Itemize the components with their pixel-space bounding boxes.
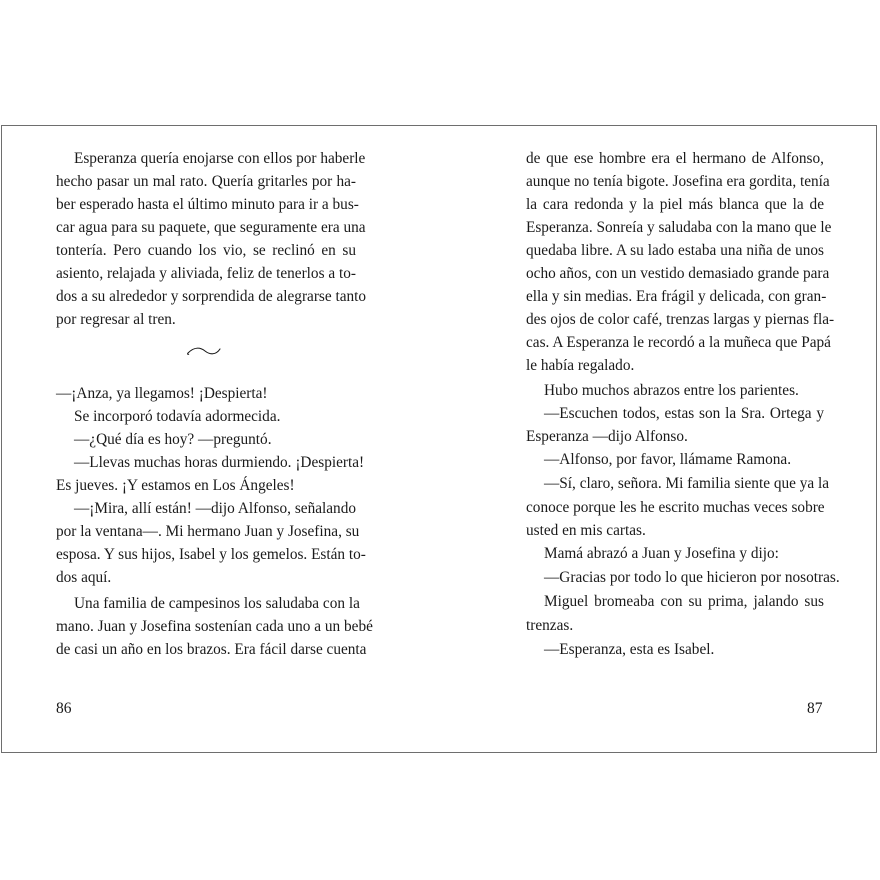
page-number: 86 xyxy=(56,700,72,717)
text-line: Es jueves. ¡Y estamos en Los Ángeles! xyxy=(56,477,295,494)
left-page xyxy=(2,126,440,752)
text-line: —¿Qué día es hoy? —preguntó. xyxy=(74,431,272,448)
text-line: Una familia de campesinos los saludaba con la xyxy=(74,595,360,612)
text-line: conoce porque les he escrito muchas veces sobre xyxy=(526,499,825,516)
text-line: Se incorporó todavía adormecida. xyxy=(74,408,281,425)
text-line: Hubo muchos abrazos entre los parientes. xyxy=(544,382,799,399)
text-line: aunque no tenía bigote. Josefina era gordita, tenía xyxy=(526,173,830,190)
text-line: —¡Anza, ya llegamos! ¡Despierta! xyxy=(56,385,268,402)
text-line: asiento, relajada y aliviada, feliz de tenerlos a to- xyxy=(56,265,356,282)
text-line: esposa. Y sus hijos, Isabel y los gemelos. Están to- xyxy=(56,546,366,563)
text-line: Mamá abrazó a Juan y Josefina y dijo: xyxy=(544,545,779,562)
text-line: ocho años, con un vestido demasiado grande para xyxy=(526,265,830,282)
text-line: des ojos de color café, trenzas largas y piernas fla- xyxy=(526,311,835,328)
text-line: Miguel bromeaba con su prima, jalando sus xyxy=(544,593,824,610)
text-line: cas. A Esperanza le recordó a la muñeca que Papá xyxy=(526,334,831,351)
text-line: dos aquí. xyxy=(56,569,112,586)
swash-ornament-icon xyxy=(186,344,222,358)
text-line: usted en mis cartas. xyxy=(526,522,646,539)
text-line: Esperanza —dijo Alfonso. xyxy=(526,428,688,445)
text-line: trenzas. xyxy=(526,617,574,634)
text-line: —¡Mira, allí están! —dijo Alfonso, señalando xyxy=(74,500,356,517)
text-line: le había regalado. xyxy=(526,357,635,374)
text-line: ber esperado hasta el último minuto para ir a bus- xyxy=(56,196,359,213)
text-line: ella y sin medias. Era frágil y delicada, con gran- xyxy=(526,288,827,305)
text-line: quedaba libre. A su lado estaba una niña de unos xyxy=(526,242,824,259)
book-spread xyxy=(1,125,877,753)
text-line: —Esperanza, esta es Isabel. xyxy=(544,641,715,658)
text-line: —Sí, claro, señora. Mi familia siente que ya la xyxy=(544,475,830,492)
text-line: Esperanza. Sonreía y saludaba con la mano que le xyxy=(526,219,832,236)
page-number: 87 xyxy=(807,700,823,717)
text-line: de que ese hombre era el hermano de Alfonso, xyxy=(526,150,824,167)
text-line: —Gracias por todo lo que hicieron por nosotras. xyxy=(544,569,840,586)
text-line: —Escuchen todos, estas son la Sra. Ortega y xyxy=(544,405,824,422)
text-line: la cara redonda y la piel más blanca que la de xyxy=(526,196,824,213)
right-page xyxy=(440,126,878,752)
text-line: de casi un año en los brazos. Era fácil darse cuenta xyxy=(56,641,367,658)
text-line: tontería. Pero cuando los vio, se reclinó en su xyxy=(56,242,356,259)
text-line: dos a su alrededor y sorprendida de alegrarse tanto xyxy=(56,288,367,305)
text-line: por regresar al tren. xyxy=(56,311,176,328)
text-line: Esperanza quería enojarse con ellos por haberle xyxy=(74,150,366,167)
text-line: hecho pasar un mal rato. Quería gritarles por ha- xyxy=(56,173,356,190)
text-line: car agua para su paquete, que seguramente era una xyxy=(56,219,366,236)
text-line: —Alfonso, por favor, llámame Ramona. xyxy=(544,451,792,468)
text-line: mano. Juan y Josefina sostenían cada uno a un bebé xyxy=(56,618,373,635)
text-line: por la ventana—. Mi hermano Juan y Josefina, su xyxy=(56,523,360,540)
text-line: —Llevas muchas horas durmiendo. ¡Despierta! xyxy=(74,454,365,471)
